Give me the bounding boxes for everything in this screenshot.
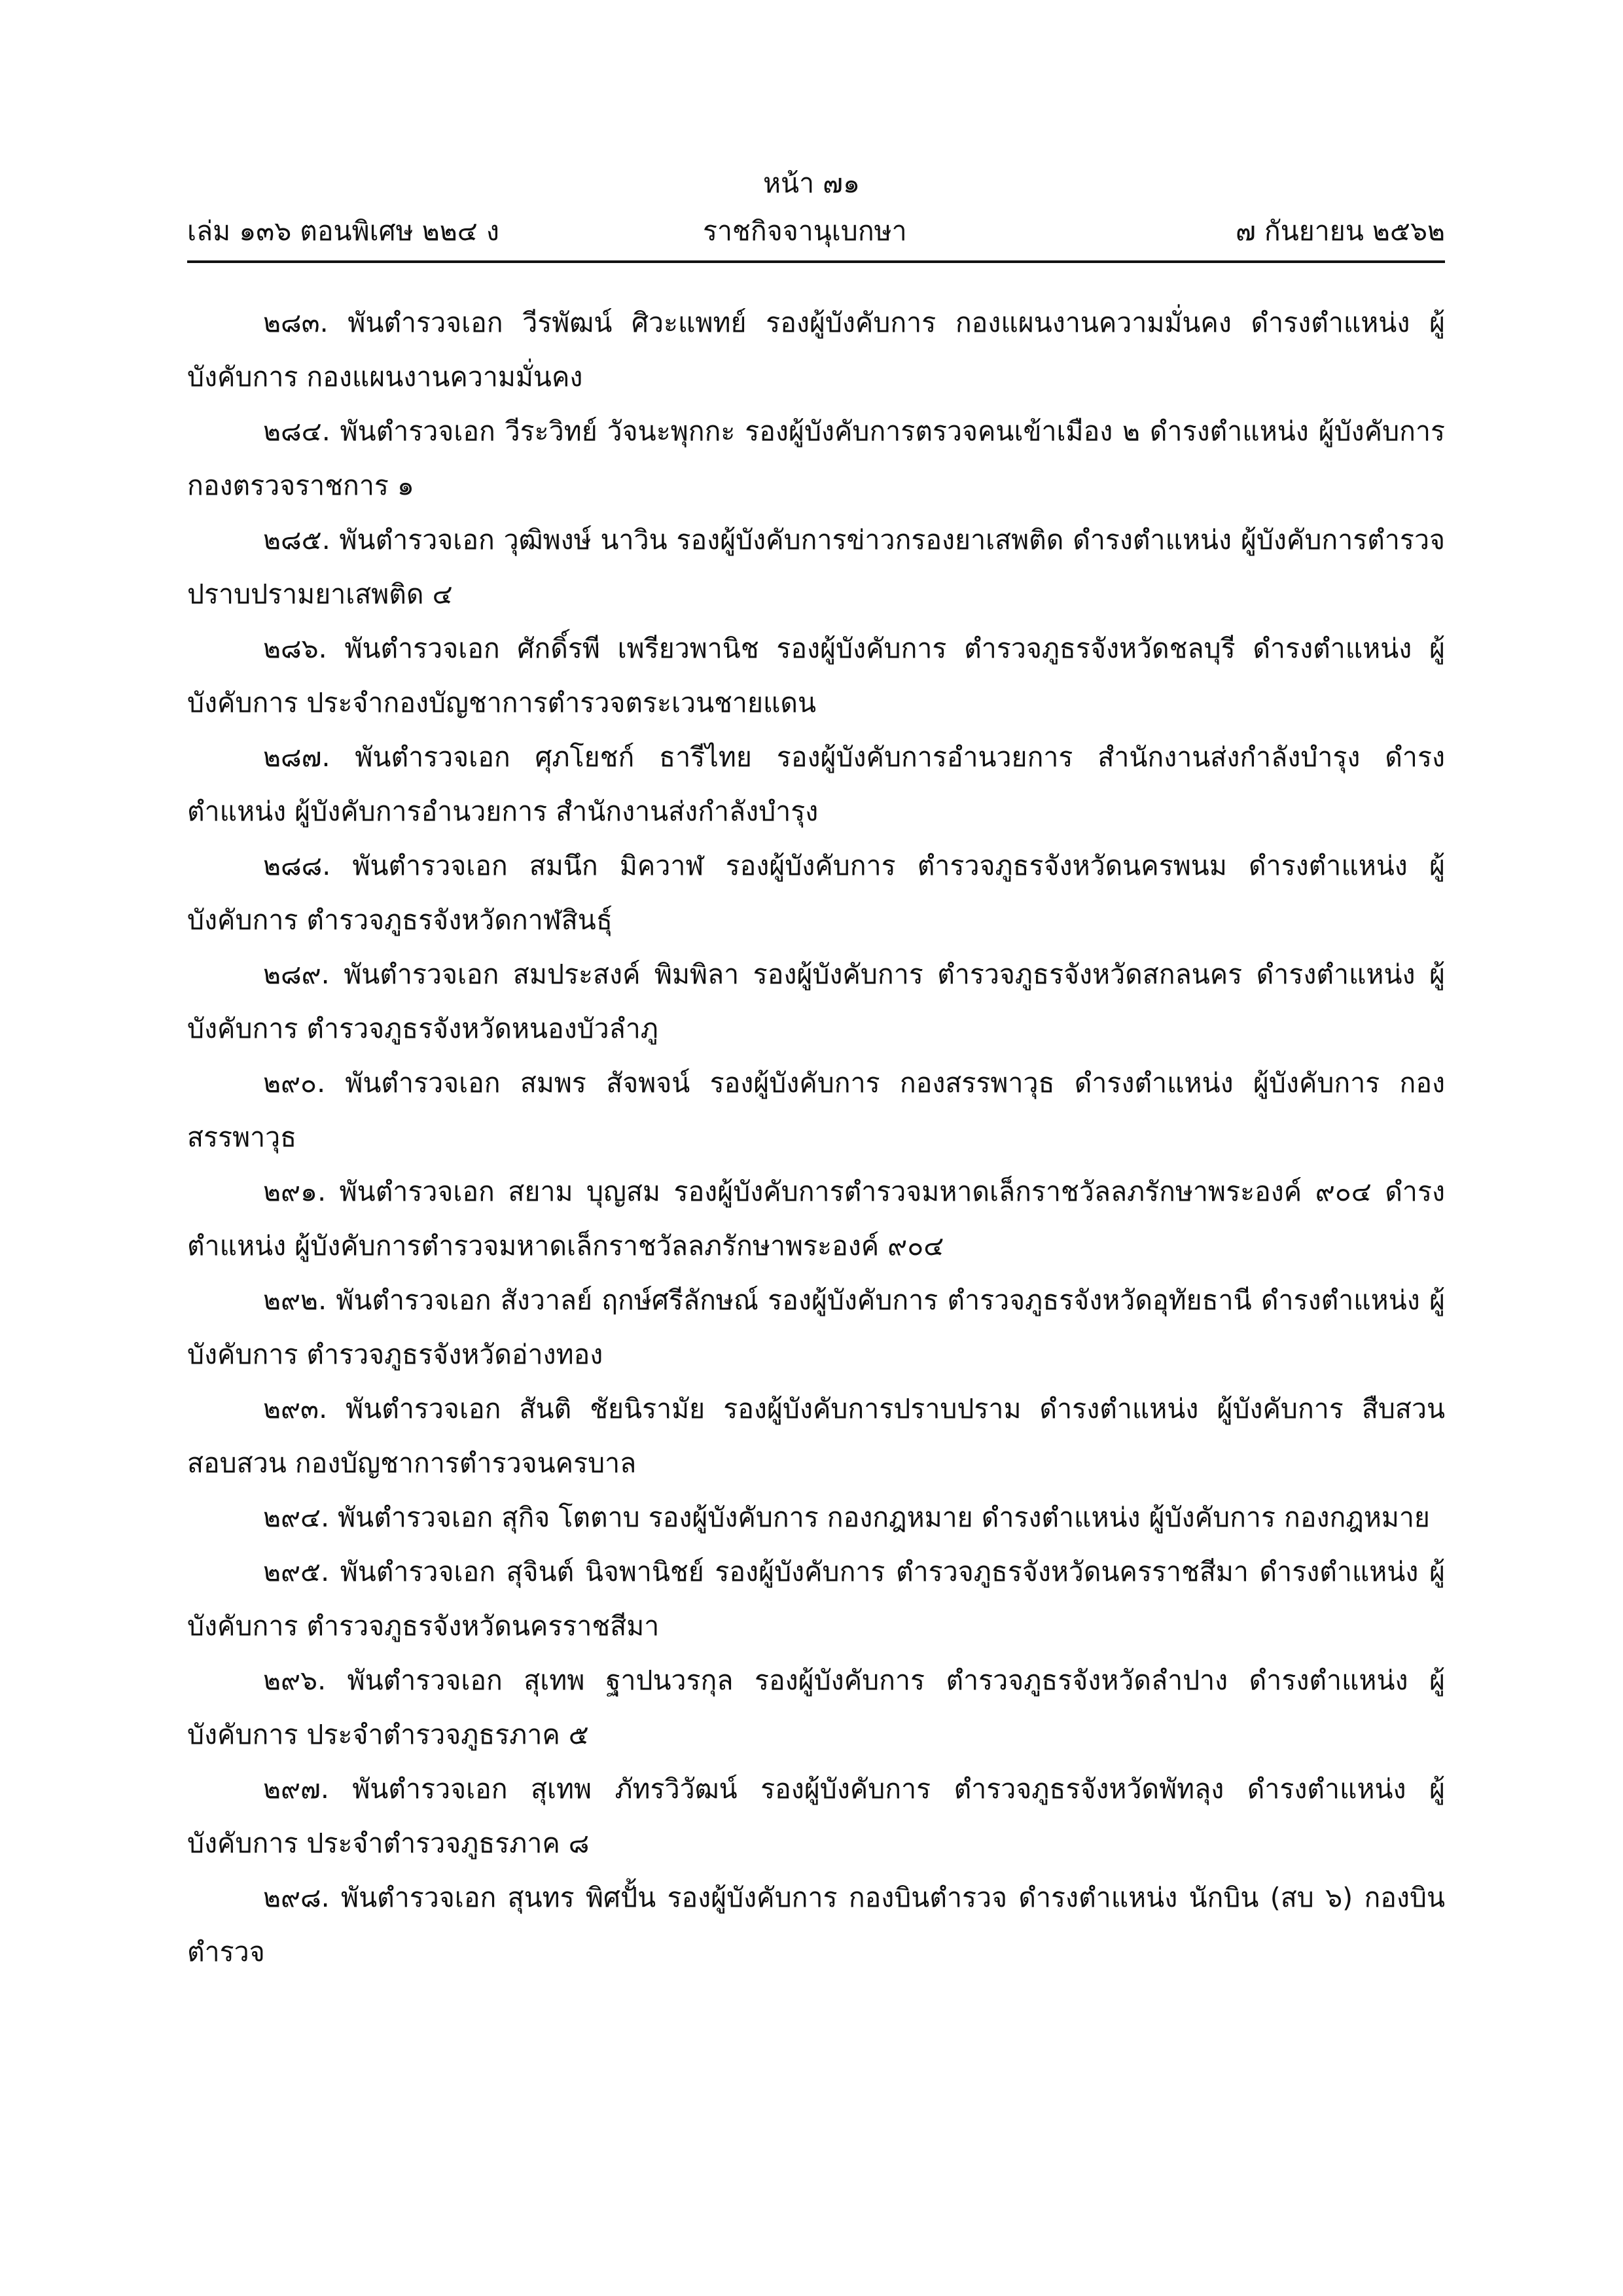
appointment-entry: ๒๙๕. พันตำรวจเอก สุจินต์ นิจพานิชย์ รองผู้บังคับการ ตำรวจภูธรจังหวัดนครราชสีมา ดำรงตำแหน่ง ผู้บังคับการ ตำรวจภูธรจังหวัดนครราชสีมา [187, 1556, 1445, 1642]
appointment-entry: ๒๘๙. พันตำรวจเอก สมประสงค์ พิมพิลา รองผู้บังคับการ ตำรวจภูธรจังหวัดสกลนคร ดำรงตำแหน่ง ผู้บังคับการ ตำรวจภูธรจังหวัดหนองบัวลำภู [187, 959, 1445, 1044]
appointment-list [187, 296, 1445, 1979]
publication-title: ราชกิจจานุเบกษา [703, 215, 907, 247]
appointment-entry: ๒๘๓. พันตำรวจเอก วีรพัฒน์ ศิวะแพทย์ รองผู้บังคับการ กองแผนงานความมั่นคง ดำรงตำแหน่ง ผู้บังคับการ กองแผนงานความมั่นคง [187, 307, 1445, 393]
appointment-entry: ๒๙๗. พันตำรวจเอก สุเทพ ภัทรวิวัฒน์ รองผู้บังคับการ ตำรวจภูธรจังหวัดพัทลุง ดำรงตำแหน่ง ผู้บังคับการ ประจำตำรวจภูธรภาค ๘ [187, 1773, 1445, 1859]
appointment-entry: ๒๙๐. พันตำรวจเอก สมพร สัจพจน์ รองผู้บังคับการ กองสรรพาวุธ ดำรงตำแหน่ง ผู้บังคับการ กองสรรพาวุธ [187, 1067, 1445, 1153]
appointment-entry: ๒๙๘. พันตำรวจเอก สุนทร พิศปั้น รองผู้บังคับการ กองบินตำรวจ ดำรงตำแหน่ง นักบิน (สบ ๖) กองบินตำรวจ [187, 1882, 1445, 1968]
appointment-entry: ๒๘๗. พันตำรวจเอก ศุภโยชก์ ธารีไทย รองผู้บังคับการอำนวยการ สำนักงานส่งกำลังบำรุง ดำรงตำแหน่ง ผู้บังคับการอำนวยการ สำนักงานส่งกำลังบำรุง [187, 741, 1445, 827]
appointment-entry: ๒๙๖. พันตำรวจเอก สุเทพ ฐาปนวรกุล รองผู้บังคับการ ตำรวจภูธรจังหวัดลำปาง ดำรงตำแหน่ง ผู้บังคับการ ประจำตำรวจภูธรภาค ๕ [187, 1665, 1445, 1750]
volume-issue: เล่ม ๑๓๖ ตอนพิเศษ ๒๒๔ ง [187, 215, 499, 247]
appointment-entry: ๒๘๕. พันตำรวจเอก วุฒิพงษ์ นาวิน รองผู้บังคับการข่าวกรองยาเสพติด ดำรงตำแหน่ง ผู้บังคับการตำรวจปราบปรามยาเสพติด ๔ [187, 524, 1445, 610]
appointment-entry: ๒๘๘. พันตำรวจเอก สมนึก มิควาฬ รองผู้บังคับการ ตำรวจภูธรจังหวัดนครพนม ดำรงตำแหน่ง ผู้บังคับการ ตำรวจภูธรจังหวัดกาฬสินธุ์ [187, 850, 1445, 936]
header-divider [187, 260, 1445, 263]
publication-date: ๗ กันยายน ๒๕๖๒ [1236, 215, 1445, 247]
appointment-entry: ๒๙๑. พันตำรวจเอก สยาม บุญสม รองผู้บังคับการตำรวจมหาดเล็กราชวัลลภรักษาพระองค์ ๙๐๔ ดำรงตำแหน่ง ผู้บังคับการตำรวจมหาดเล็กราชวัลลภรักษาพระองค์ ๙๐๔ [187, 1176, 1445, 1262]
page-number: หน้า ๗๑ [763, 168, 860, 199]
appointment-entry: ๒๙๓. พันตำรวจเอก สันติ ชัยนิรามัย รองผู้บังคับการปราบปราม ดำรงตำแหน่ง ผู้บังคับการ สืบสวนสอบสวน กองบัญชาการตำรวจนครบาล [187, 1393, 1445, 1479]
appointment-entry: ๒๘๔. พันตำรวจเอก วีระวิทย์ วัจนะพุกกะ รองผู้บังคับการตรวจคนเข้าเมือง ๒ ดำรงตำแหน่ง ผู้บังคับการ กองตรวจราชการ ๑ [187, 415, 1445, 501]
page-header [187, 213, 1445, 252]
appointment-entry: ๒๙๔. พันตำรวจเอก สุกิจ โตตาบ รองผู้บังคับการ กองกฎหมาย ดำรงตำแหน่ง ผู้บังคับการ กองกฎหมาย [263, 1502, 1430, 1533]
appointment-entry: ๒๙๒. พันตำรวจเอก สังวาลย์ ฤกษ์ศรีลักษณ์ รองผู้บังคับการ ตำรวจภูธรจังหวัดอุทัยธานี ดำรงตำแหน่ง ผู้บังคับการ ตำรวจภูธรจังหวัดอ่างทอง [187, 1284, 1445, 1370]
appointment-entry: ๒๘๖. พันตำรวจเอก ศักดิ์รพี เพรียวพานิช รองผู้บังคับการ ตำรวจภูธรจังหวัดชลบุรี ดำรงตำแหน่ง ผู้บังคับการ ประจำกองบัญชาการตำรวจตระเวนชายแดน [187, 633, 1445, 718]
